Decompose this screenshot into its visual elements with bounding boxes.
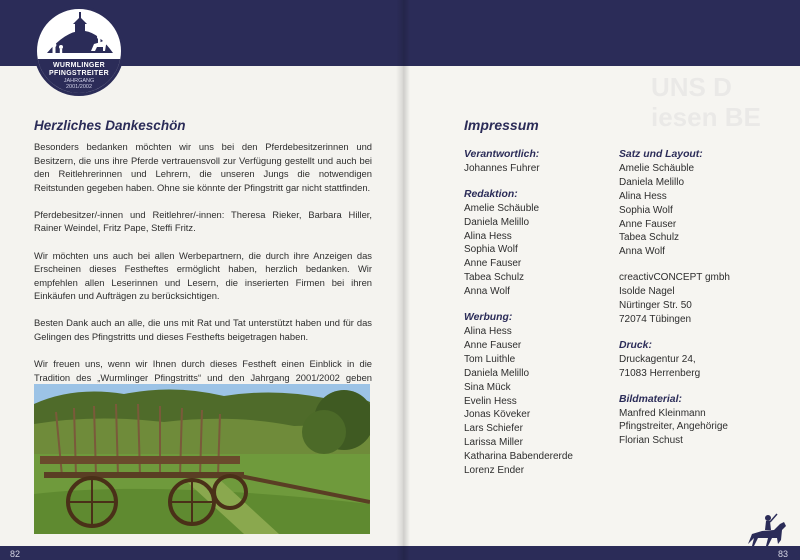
impressum-entry: Anna Wolf: [619, 246, 665, 258]
impressum-section-title: Werbung:: [464, 312, 513, 324]
impressum-entry: Druckagentur 24,: [619, 353, 696, 365]
chapel-riders-icon: [37, 9, 121, 65]
impressum-entry: Sina Mück: [464, 381, 511, 393]
bottom-band: [0, 546, 403, 560]
impressum-section: [464, 188, 624, 299]
page-number: 83: [777, 549, 788, 559]
impressum-entry: Tabea Schulz: [464, 272, 525, 284]
impressum-entry: Alina Hess: [464, 230, 512, 242]
impressum-entry: Daniela Melillo: [464, 216, 530, 228]
impressum-entry: Anne Fauser: [464, 258, 522, 270]
impressum-entry: Isolde Nagel: [619, 286, 675, 298]
logo-subtitle-line1: JAHRGANG: [63, 78, 95, 84]
impressum-heading: Impressum: [464, 117, 539, 133]
impressum-entry: Tabea Schulz: [619, 232, 680, 244]
impressum-entry: Lars Schiefer: [464, 423, 523, 435]
book-gutter: [396, 0, 410, 560]
impressum-entry: Sophia Wolf: [464, 244, 518, 256]
impressum-entry: Alina Hess: [464, 325, 512, 337]
impressum-section-title: Druck:: [619, 339, 652, 351]
impressum-entry: Lorenz Ender: [464, 465, 525, 477]
impressum-entry: Johannes Fuhrer: [464, 162, 540, 174]
impressum-entry: Pfingstreiter, Angehörige: [619, 421, 728, 433]
impressum-entry: 72074 Tübingen: [619, 313, 692, 325]
impressum-entry: Sophia Wolf: [619, 204, 673, 216]
impressum-entry: Florian Schust: [619, 435, 683, 447]
bottom-band: [403, 546, 800, 560]
thanks-paragraph: Wir freuen uns, wenn wir Ihnen durch dieses Festheft einen Einblick in die Tradition des „Wurmlinger Pfingstritts“ und den Jahrgang 2001/2002 geben: [34, 358, 372, 383]
page-number: 82: [10, 549, 21, 559]
ghost-line: iesen BE: [651, 102, 761, 132]
impressum-entry: Katharina Babendererde: [464, 451, 573, 463]
thanks-heading: Herzliches Dankeschön: [34, 118, 186, 133]
impressum-entry: creactivCONCEPT gmbh: [619, 272, 730, 284]
impressum-section: [619, 271, 789, 327]
impressum-section: [464, 148, 624, 176]
impressum-entry: Evelin Hess: [464, 395, 517, 407]
impressum-entry: Tom Luithle: [464, 353, 516, 365]
thanks-paragraph: Besonders bedanken möchten wir uns bei den Pferdebesitzerinnen und Besitzern, die uns ihre Pferde vertrauensvoll zur Verfügung gestellt und auch bei den Reitlehrerinnen und Lehrern, die unseren Jungs die notwendigen Reitstunden gegeben haben. Ohne sie könnte der Pfingstritt gar nicht stattfinden.: [34, 141, 372, 193]
logo-banner: [37, 59, 121, 93]
impressum-section: [464, 311, 624, 478]
impressum-entry: Amelie Schäuble: [619, 162, 695, 174]
impressum-column-right: [619, 148, 789, 460]
logo-title-line2: PFINGSTREITER: [49, 70, 109, 77]
hay-wagon-photo: [34, 384, 370, 534]
impressum-entry: Nürtinger Str. 50: [619, 300, 692, 312]
thanks-body: [34, 140, 372, 411]
impressum-entry: Daniela Melillo: [619, 176, 685, 188]
thanks-paragraph: Wir möchten uns auch bei allen Werbepartnern, die durch ihre Anzeigen das Erscheinen dieses Festheftes ermöglicht haben, herzlich bedanken. Wir empfehlen allen Leserinnen und Lesern, die inserierten Firmen bei ihren Einkäufen und Aufträgen zu berücksichtigen.: [34, 249, 372, 302]
impressum-entry: Anne Fauser: [464, 339, 522, 351]
impressum-entry: Anna Wolf: [464, 286, 510, 298]
logo-subtitle-line2: 2001/2002: [66, 84, 92, 90]
impressum-column-left: [464, 148, 624, 490]
impressum-entry: Alina Hess: [619, 190, 667, 202]
impressum-entry: Larissa Miller: [464, 437, 523, 449]
impressum-section-title: Verantwortlich:: [464, 149, 540, 160]
thanks-paragraph: Pferdebesitzer/-innen und Reitlehrer/-innen: Theresa Rieker, Barbara Hiller, Rainer Weindel, Fritz Pape, Steffi Fritz.: [34, 208, 372, 234]
impressum-entry: Jonas Köveker: [464, 409, 531, 421]
impressum-section-title: Satz und Layout:: [619, 149, 703, 160]
impressum-entry: 71083 Herrenberg: [619, 367, 701, 379]
impressum-section: [619, 148, 789, 259]
impressum-entry: Daniela Melillo: [464, 367, 530, 379]
thanks-paragraph: Besten Dank auch an alle, die uns mit Rat und Tat unterstützt haben und für das Gelingen des Pfingstritts und dieses Festhefts beigetragen haben.: [34, 317, 372, 343]
horse-rider-icon: [744, 510, 790, 550]
impressum-entry: Amelie Schäuble: [464, 202, 540, 214]
impressum-entry: Anne Fauser: [619, 218, 677, 230]
right-page: [403, 0, 800, 560]
bleed-through-text: [651, 72, 761, 132]
pfingstreiter-logo: [34, 6, 124, 96]
logo-title-line1: WURMLINGER: [53, 62, 105, 69]
impressum-entry: Manfred Kleinmann: [619, 407, 706, 419]
ghost-line: UNS D: [651, 72, 732, 102]
impressum-section-title: Bildmaterial:: [619, 393, 682, 405]
impressum-section: [619, 393, 789, 449]
impressum-section-title: Redaktion:: [464, 188, 518, 200]
top-band: [403, 0, 800, 66]
impressum-section: [619, 339, 789, 381]
